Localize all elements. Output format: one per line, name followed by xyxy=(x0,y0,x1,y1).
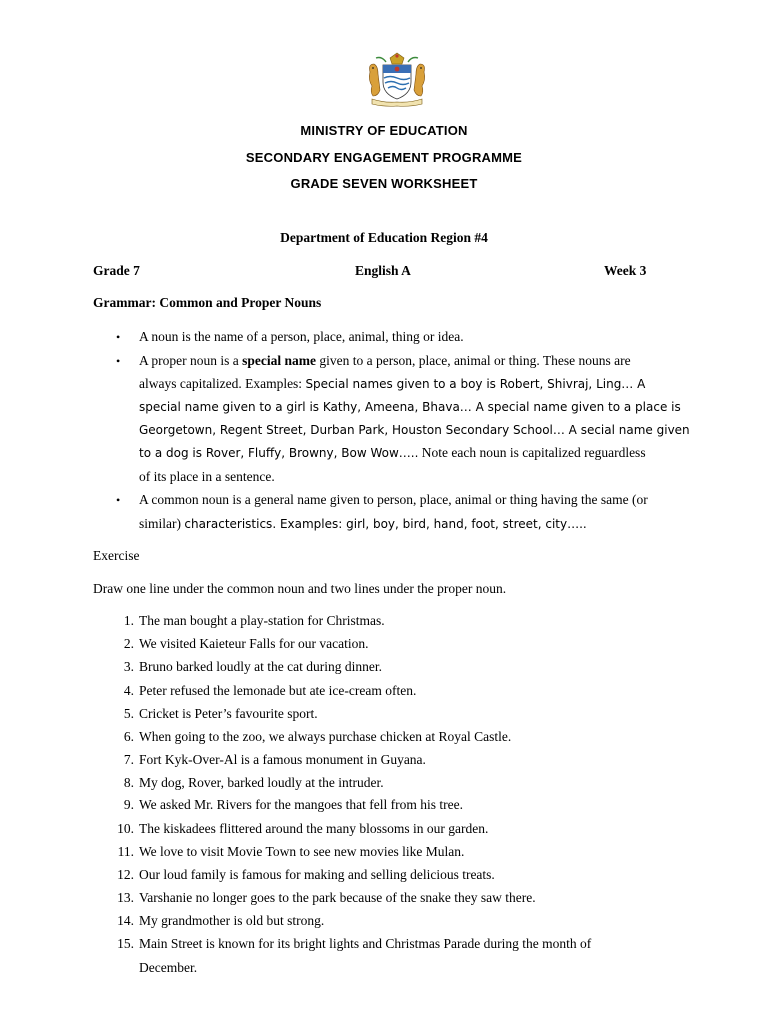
exercise-item-number: 3. xyxy=(123,659,134,674)
bullet-proper-noun-line-1 xyxy=(139,353,631,369)
worksheet-title: GRADE SEVEN WORKSHEET xyxy=(290,176,478,191)
text: always capitalized. Examples: xyxy=(139,376,306,391)
text: given to a person, place, animal or thing. These nouns are xyxy=(315,353,631,368)
exercise-item-number: 4. xyxy=(123,683,134,698)
exercise-item: The man bought a play-station for Christmas. xyxy=(139,613,385,628)
bullet-proper-noun-line-2 xyxy=(139,376,645,392)
ministry-title: MINISTRY OF EDUCATION xyxy=(300,123,468,138)
department-heading: Department of Education Region #4 xyxy=(280,230,488,245)
exercise-item: We visited Kaieteur Falls for our vacation. xyxy=(139,636,369,651)
exercise-item: Main Street is known for its bright lights and Christmas Parade during the month of xyxy=(139,936,592,951)
exercise-item-number: 8. xyxy=(123,775,134,790)
exercise-item: Cricket is Peter’s favourite sport. xyxy=(139,706,318,721)
exercise-item-number: 7. xyxy=(123,752,134,767)
text: Note each noun is capitalized reguardless xyxy=(418,445,646,460)
bullet-proper-noun-line-3: special name given to a girl is Kathy, Ameena, Bhava… A special name given to a place is xyxy=(139,400,681,414)
exercise-item-number: 12. xyxy=(117,867,134,882)
exercise-item-number: 15. xyxy=(117,936,134,951)
subject-label: English A xyxy=(355,263,411,278)
exercise-item-number: 5. xyxy=(123,706,134,721)
exercise-item-number: 10. xyxy=(117,821,134,836)
bullet-marker: • xyxy=(116,354,121,368)
coat-of-arms-logo xyxy=(364,52,430,108)
bullet-proper-noun-line-6: of its place in a sentence. xyxy=(139,469,275,484)
text: characteristics. Examples: girl, boy, bird, hand, foot, street, city….. xyxy=(184,517,587,531)
exercise-item-number: 1. xyxy=(123,613,134,628)
exercise-item: When going to the zoo, we always purchase chicken at Royal Castle. xyxy=(139,729,512,744)
text: to a dog is Rover, Fluffy, Browny, Bow Wow….. xyxy=(139,446,419,460)
exercise-item-number: 2. xyxy=(123,636,134,651)
exercise-item: Bruno barked loudly at the cat during dinner. xyxy=(139,659,382,674)
exercise-item: We love to visit Movie Town to see new movies like Mulan. xyxy=(139,844,465,859)
exercise-item: The kiskadees flittered around the many blossoms in our garden. xyxy=(139,821,489,836)
week-label: Week 3 xyxy=(604,263,647,278)
exercise-item-number: 6. xyxy=(123,729,134,744)
bullet-marker: • xyxy=(116,330,121,344)
exercise-item-number: 13. xyxy=(117,890,134,905)
exercise-item-number: 9. xyxy=(123,797,134,812)
text: similar) xyxy=(139,516,185,531)
special-name-emphasis: special name xyxy=(242,353,316,368)
exercise-item: We asked Mr. Rivers for the mangoes that fell from his tree. xyxy=(139,797,463,812)
exercise-item-number: 11. xyxy=(117,844,134,859)
bullet-common-noun-line-2 xyxy=(139,516,587,532)
exercise-item: Fort Kyk-Over-Al is a famous monument in Guyana. xyxy=(139,752,426,767)
exercise-instruction: Draw one line under the common noun and two lines under the proper noun. xyxy=(93,581,507,596)
exercise-item: My dog, Rover, barked loudly at the intruder. xyxy=(139,775,384,790)
bullet-marker: • xyxy=(116,493,121,507)
text: Special names given to a boy is Robert, Shivraj, Ling… A xyxy=(305,377,646,391)
exercise-item-15-continuation: December. xyxy=(139,960,198,975)
grade-label: Grade 7 xyxy=(93,263,140,278)
bullet-proper-noun-line-5 xyxy=(139,445,646,461)
exercise-heading: Exercise xyxy=(93,548,140,563)
exercise-item-number: 14. xyxy=(117,913,134,928)
text: A proper noun is a xyxy=(139,353,243,368)
exercise-item: Varshanie no longer goes to the park because of the snake they saw there. xyxy=(139,890,536,905)
exercise-item: Peter refused the lemonade but ate ice-cream often. xyxy=(139,683,417,698)
bullet-proper-noun-line-4: Georgetown, Regent Street, Durban Park, Houston Secondary School… A secial name given xyxy=(139,423,690,437)
programme-title: SECONDARY ENGAGEMENT PROGRAMME xyxy=(245,150,523,165)
bullet-common-noun-line-1: A common noun is a general name given to person, place, animal or thing having the same (or xyxy=(139,492,648,507)
exercise-item: Our loud family is famous for making and selling delicious treats. xyxy=(139,867,495,882)
exercise-item: My grandmother is old but strong. xyxy=(139,913,325,928)
topic-heading: Grammar: Common and Proper Nouns xyxy=(93,295,322,310)
bullet-noun-definition: A noun is the name of a person, place, animal, thing or idea. xyxy=(139,329,464,344)
